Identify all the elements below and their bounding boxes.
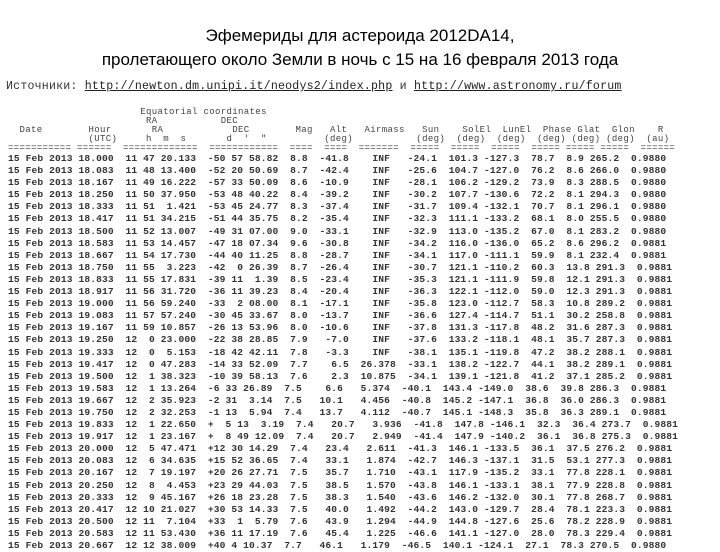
table-row: 15 Feb 2013 18.917 11 56 31.720 -36 11 39.23 8.4 -20.4 INF -36.3 122.1 -112.0 59.0 12.3 291.3 0.9881	[8, 286, 673, 298]
table-row: 15 Feb 2013 20.167 12 7 19.197 +20 26 27.71 7.5 35.7 1.710 -43.1 117.9 -135.2 33.1 77.8 228.1 0.9881	[8, 467, 673, 479]
table-row: 15 Feb 2013 20.333 12 9 45.167 +26 18 23.28 7.5 38.3 1.540 -43.6 146.2 -132.0 30.1 77.8 268.7 0.9881	[8, 491, 673, 503]
table-row: 15 Feb 2013 19.417 12 0 47.283 -14 33 52.09 7.7 6.5 26.378 -33.1 138.2 -122.7 44.1 38.2 289.1 0.9881	[8, 358, 673, 370]
source-link-astronomy-forum[interactable]: http://www.astronomy.ru/forum	[414, 80, 622, 93]
column-headers: Date Hour RA DEC Mag Alt Airmass Sun SolEl LunEl Phase Glat Glon R	[8, 125, 664, 135]
table-row: 15 Feb 2013 19.250 12 0 23.000 -22 38 28.85 7.9 -7.0 INF -37.6 133.2 -118.1 48.1 35.7 287.3 0.9881	[8, 334, 673, 346]
table-row: 15 Feb 2013 19.833 12 1 22.650 + 5 13 3.19 7.4 20.7 3.936 -41.8 147.8 -146.1 32.3 36.4 273.7 0.9881	[8, 419, 678, 431]
table-row: 15 Feb 2013 19.500 12 1 38.323 -10 39 58.13 7.6 2.3 10.875 -34.1 139.1 -121.8 41.2 37.1 285.2 0.9881	[8, 370, 673, 382]
title-line-2: пролетающего около Земли в ночь с 15 на 16 февраля 2013 года	[101, 50, 619, 69]
table-row: 15 Feb 2013 20.250 12 8 4.453 +23 29 44.03 7.5 38.5 1.570 -43.8 146.1 -133.1 38.1 77.9 228.8 0.9881	[8, 479, 673, 491]
table-row: 15 Feb 2013 19.167 11 59 10.857 -26 13 53.96 8.0 -10.6 INF -37.8 131.3 -117.8 48.2 31.6 287.3 0.9881	[8, 322, 673, 334]
ephemeris-table-body	[8, 153, 720, 551]
table-row: 15 Feb 2013 20.667 12 12 38.009 +40 4 10.37 7.7 46.1 1.179 -46.5 140.1 -124.1 27.1 78.3 270.5 0.9880	[8, 540, 667, 551]
table-row: 15 Feb 2013 19.917 12 1 23.167 + 8 49 12.09 7.4 20.7 2.949 -41.4 147.9 -140.2 36.1 36.8 275.3 0.9881	[8, 431, 678, 443]
table-row: 15 Feb 2013 18.833 11 55 17.831 -39 11 1.39 8.5 -23.4 INF -35.3 121.1 -111.9 59.8 12.1 291.3 0.9881	[8, 273, 673, 285]
table-row: 15 Feb 2013 20.583 12 11 53.430 +36 11 17.19 7.6 45.4 1.225 -46.6 141.1 -127.0 28.0 78.3 229.4 0.9881	[8, 527, 673, 539]
table-row: 15 Feb 2013 19.750 12 2 32.253 -1 13 5.94 7.4 13.7 4.112 -40.7 145.1 -148.3 35.8 36.3 289.1 0.9881	[8, 406, 667, 418]
page-title	[0, 24, 720, 72]
table-row: 15 Feb 2013 20.500 12 11 7.104 +33 1 5.79 7.6 43.9 1.294 -44.9 144.8 -127.6 25.6 78.2 228.9 0.9881	[8, 515, 673, 527]
table-row: 15 Feb 2013 19.083 11 57 57.240 -30 45 33.67 8.0 -13.7 INF -36.6 127.4 -114.7 51.1 30.2 258.8 0.9881	[8, 310, 673, 322]
table-row: 15 Feb 2013 18.417 11 51 34.215 -51 44 35.75 8.2 -35.4 INF -32.3 111.1 -133.2 68.1 8.0 255.5 0.9880	[8, 213, 667, 225]
table-row: 15 Feb 2013 19.333 12 0 5.153 -18 42 42.11 7.8 -3.3 INF -38.1 135.1 -119.8 47.2 38.2 288.1 0.9881	[8, 346, 673, 358]
sources-joiner: и	[392, 80, 414, 93]
table-row: 15 Feb 2013 20.417 12 10 21.027 +30 53 14.33 7.5 40.0 1.492 -44.2 143.0 -129.7 28.4 78.1 223.3 0.9881	[8, 503, 673, 515]
table-row: 15 Feb 2013 18.333 11 51 1.421 -53 45 24.77 8.3 -37.4 INF -31.7 109.4 -132.1 70.7 8.1 296.1 0.9880	[8, 201, 667, 213]
table-row: 15 Feb 2013 19.000 11 56 59.240 -33 2 08.00 8.1 -17.1 INF -35.8 123.0 -112.7 58.3 10.8 289.2 0.9881	[8, 298, 673, 310]
header-separator: =========== ====== ============= ============ ==== ==== ======= ===== ===== ===== ===== ===== ===== ======	[8, 143, 676, 153]
table-row: 15 Feb 2013 19.667 12 2 35.923 -2 31 3.14 7.5 10.1 4.456 -40.8 145.2 -147.1 36.8 36.0 286.3 0.9881	[8, 394, 667, 406]
source-link-neodys[interactable]: http://newton.dm.unipi.it/neodys2/index.php	[84, 80, 393, 93]
sources-label: Источники:	[6, 80, 85, 93]
table-row: 15 Feb 2013 19.583 12 1 13.264 -6 33 26.89 7.5 6.6 5.374 -40.1 143.4 -149.0 38.6 39.8 286.3 0.9881	[8, 382, 667, 394]
table-row: 15 Feb 2013 18.000 11 47 20.133 -50 57 58.82 8.8 -41.8 INF -24.1 101.3 -127.3 78.7 8.9 265.2 0.9880	[8, 153, 667, 164]
table-row: 15 Feb 2013 18.667 11 54 17.730 -44 40 11.25 8.8 -28.7 INF -34.1 117.0 -111.1 59.9 8.1 232.4 0.9881	[8, 249, 667, 261]
table-row: 15 Feb 2013 18.083 11 48 13.400 -52 20 50.69 8.7 -42.4 INF -25.6 104.7 -127.0 76.2 8.6 266.0 0.9880	[8, 165, 667, 177]
column-units: (UTC) h m s d ' " (deg) (deg) (deg) (deg) (deg) (deg) (deg) (au)	[8, 134, 670, 144]
table-row: 15 Feb 2013 18.500 11 52 13.007 -49 31 07.00 9.0 -33.1 INF -32.9 113.0 -135.2 67.0 8.1 283.2 0.9880	[8, 225, 667, 237]
equatorial-coordinates-header: Equatorial coordinates	[8, 107, 267, 117]
table-row: 15 Feb 2013 18.167 11 49 16.222 -57 33 50.09 8.6 -10.9 INF -28.1 106.2 -129.2 73.9 8.3 288.5 0.9880	[8, 177, 667, 189]
sources-line	[6, 80, 720, 96]
table-row: 15 Feb 2013 18.250 11 50 37.950 -53 48 40.22 8.4 -39.2 INF -30.2 107.7 -130.6 72.2 8.1 294.3 0.9880	[8, 189, 667, 201]
table-row: 15 Feb 2013 20.083 12 6 34.635 +15 52 36.65 7.4 33.1 1.874 -42.7 146.3 -137.1 31.5 53.1 277.3 0.9881	[8, 455, 673, 467]
ra-dec-header: RA DEC	[8, 116, 239, 126]
title-line-1: Эфемериды для астероида 2012DA14,	[205, 26, 515, 45]
table-row: 15 Feb 2013 18.750 11 55 3.223 -42 0 26.39 8.7 -26.4 INF -30.7 121.1 -110.2 60.3 13.8 291.3 0.9881	[8, 261, 673, 273]
table-row: 15 Feb 2013 18.583 11 53 14.457 -47 18 07.34 9.6 -30.8 INF -34.2 116.0 -136.0 65.2 8.6 296.2 0.9881	[8, 237, 667, 249]
table-row: 15 Feb 2013 20.000 12 5 47.471 +12 30 14.29 7.4 23.4 2.611 -41.3 146.1 -133.5 36.1 37.5 276.2 0.9881	[8, 443, 673, 455]
